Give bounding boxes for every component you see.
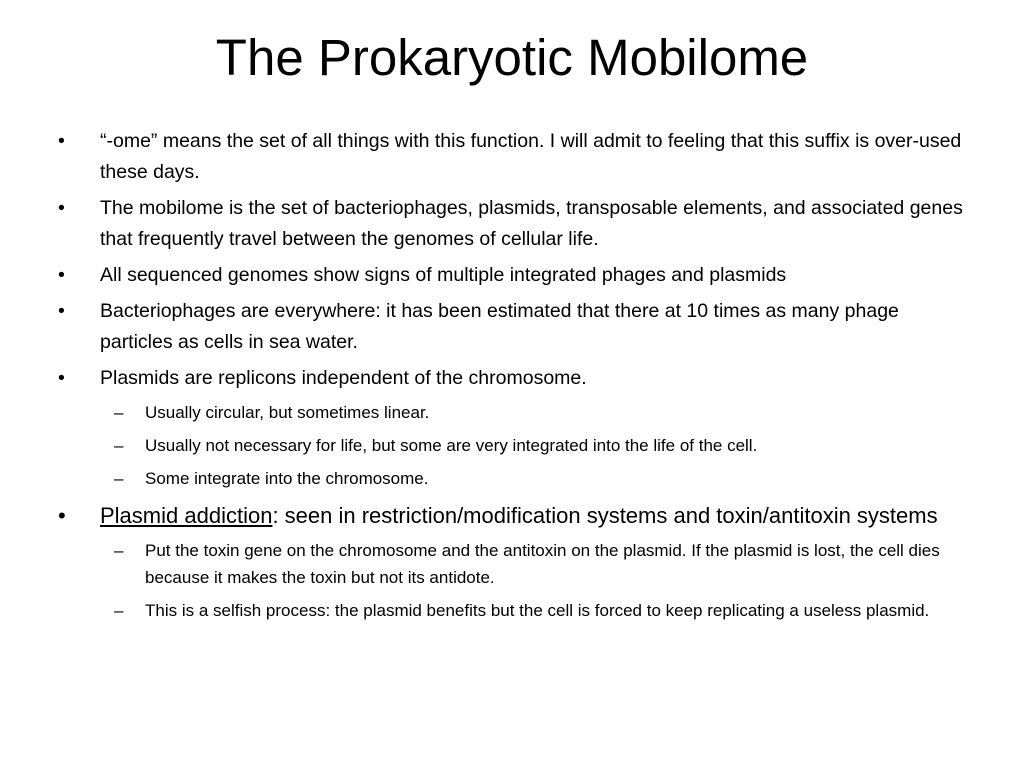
sub-marker: – <box>114 436 124 455</box>
bullet-marker: • <box>58 367 65 389</box>
bullet-item-sequenced-genomes <box>58 260 968 291</box>
sub-marker: – <box>114 403 124 422</box>
sub-item-not-necessary <box>58 432 968 459</box>
bullet-marker: • <box>58 503 66 528</box>
sub-item-selfish-process <box>58 597 968 624</box>
plasmid-addiction-term: Plasmid addiction <box>100 503 273 528</box>
slide-content <box>58 126 968 630</box>
sub-text: Usually not necessary for life, but some are very integrated into the life of the cell. <box>145 436 758 455</box>
bullet-item-mobilome-definition <box>58 193 968 255</box>
bullet-marker: • <box>58 197 65 219</box>
bullet-text: All sequenced genomes show signs of multiple integrated phages and plasmids <box>100 264 787 286</box>
sub-text: Some integrate into the chromosome. <box>145 469 429 488</box>
bullet-item-ome <box>58 126 968 188</box>
bullet-marker: • <box>58 130 65 152</box>
bullet-item-plasmid-addiction <box>58 500 968 532</box>
bullet-marker: • <box>58 300 65 322</box>
sub-item-toxin-gene <box>58 537 968 591</box>
sub-text: Usually circular, but sometimes linear. <box>145 403 430 422</box>
bullet-text: “-ome” means the set of all things with this function. I will admit to feeling that this suffix is over-used these days. <box>100 130 962 183</box>
sub-text: Put the toxin gene on the chromosome and the antitoxin on the plasmid. If the plasmid is lost, the cell dies because it makes the toxin but not its antidote. <box>145 541 940 587</box>
bullet-text: : seen in restriction/modification systems and toxin/antitoxin systems <box>272 503 938 528</box>
bullet-text: Bacteriophages are everywhere: it has been estimated that there at 10 times as many phage particles as cells in sea water. <box>100 300 899 353</box>
slide-title: The Prokaryotic Mobilome <box>215 29 809 86</box>
sub-marker: – <box>114 469 124 488</box>
sub-marker: – <box>114 601 124 620</box>
bullet-item-plasmids <box>58 363 968 394</box>
bullet-item-bacteriophages <box>58 296 968 358</box>
bullet-text: Plasmids are replicons independent of the chromosome. <box>100 367 587 389</box>
sub-marker: – <box>114 541 124 560</box>
bullet-marker: • <box>58 264 65 286</box>
bullet-text: The mobilome is the set of bacteriophages, plasmids, transposable elements, and associated genes that frequently travel between the genomes of cellular life. <box>100 197 963 250</box>
sub-item-circular <box>58 399 968 426</box>
sub-text: This is a selfish process: the plasmid benefits but the cell is forced to keep replicating a useless plasmid. <box>145 601 930 620</box>
sub-item-integrate <box>58 465 968 492</box>
